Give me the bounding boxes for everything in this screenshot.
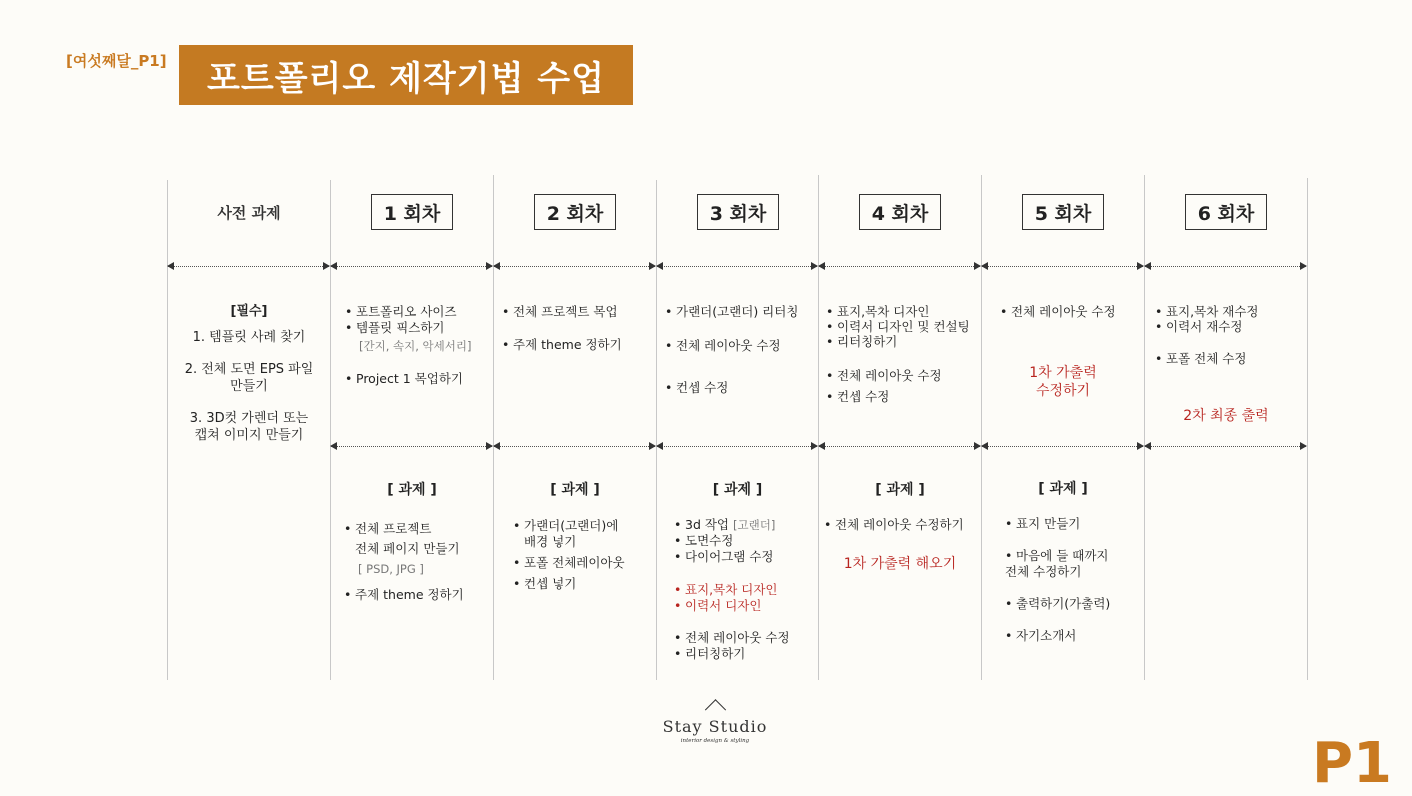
- session-3-class: [665, 304, 815, 396]
- session-4-label: 4 회차: [859, 194, 942, 230]
- session-5-class: [1000, 304, 1140, 320]
- column-divider: [656, 180, 657, 680]
- session-4-homework-highlight: 1차 가출력 해오기: [843, 556, 957, 572]
- arrow-divider: [982, 266, 1143, 267]
- logo-name: Stay Studio: [662, 717, 768, 736]
- item-note: [ PSD, JPG ]: [358, 562, 424, 576]
- page-title: 포트폴리오 제작기법 수업: [179, 45, 633, 105]
- session-3-homework: [674, 517, 816, 662]
- header-session-3: [657, 194, 819, 230]
- list-item-cont: 전체 수정하기: [1005, 564, 1082, 579]
- homework-label: [ 과제 ]: [550, 482, 600, 498]
- list-item: • 출력하기(가출력): [1005, 596, 1141, 612]
- list-item: • 다이어그램 수정: [674, 549, 816, 565]
- session-5-label: 5 회차: [1022, 194, 1105, 230]
- item-note: [고랜더]: [733, 518, 776, 532]
- pre-item: 2. 전체 도면 EPS 파일: [184, 362, 314, 377]
- homework-label: [ 과제 ]: [712, 482, 763, 498]
- list-item-cont: 배경 넣기: [524, 534, 577, 549]
- column-divider: [1307, 178, 1308, 680]
- session-5-homework: [1005, 516, 1141, 644]
- homework-label: [ 과제 ]: [387, 482, 437, 498]
- session-1-class: [345, 304, 490, 387]
- session-5-highlight: [982, 364, 1144, 400]
- list-item: • 가랜더(고랜더) 리터칭: [665, 304, 815, 320]
- arrow-divider: [331, 266, 492, 267]
- pre-assignment-content: [168, 303, 330, 444]
- list-item: • 포폴 전체 수정: [1155, 351, 1305, 366]
- session-6-label: 6 회차: [1185, 194, 1268, 230]
- header-session-5: [982, 194, 1144, 230]
- session-4-homework: [824, 517, 980, 533]
- header-session-1: [331, 194, 493, 230]
- list-item: • 자기소개서: [1005, 628, 1141, 644]
- list-item: • 컨셉 넣기: [513, 576, 653, 592]
- homework-label: [ 과제 ]: [1038, 481, 1088, 497]
- arrow-divider: [168, 266, 329, 267]
- homework-label: [ 과제 ]: [875, 482, 925, 498]
- session-2-homework: [513, 518, 653, 592]
- required-label: [필수]: [230, 304, 268, 319]
- pre-item: 캡쳐 이미지 만들기: [194, 428, 304, 443]
- column-divider: [1144, 175, 1145, 680]
- item-note: [간지, 속지, 악세서리]: [359, 339, 472, 353]
- arrow-divider: [1145, 446, 1306, 447]
- list-item: • 전체 프로젝트 목업: [502, 304, 652, 320]
- session-3-label: 3 회차: [697, 194, 780, 230]
- column-divider: [981, 175, 982, 680]
- session-6-highlight: 2차 최종 출력: [1183, 408, 1269, 424]
- list-item: • 전체 프로젝트: [344, 519, 490, 539]
- arrow-divider: [982, 446, 1143, 447]
- list-item: • 포트폴리오 사이즈: [345, 304, 490, 320]
- column-divider: [330, 180, 331, 680]
- list-item: • 표지 만들기: [1005, 516, 1141, 532]
- list-item: • 전체 레이아웃 수정: [665, 338, 815, 354]
- list-item: • 포폴 전체레이아웃: [513, 555, 653, 571]
- list-item: • 전체 레이아웃 수정: [826, 368, 978, 383]
- list-item: • 전체 레이아웃 수정: [1000, 304, 1140, 320]
- list-item-cont: 전체 페이지 만들기: [355, 541, 460, 556]
- pre-item: 3. 3D컷 가렌더 또는: [189, 411, 309, 426]
- list-item: • 리터칭하기: [826, 334, 978, 349]
- pre-assignment-label: 사전 과제: [217, 204, 281, 222]
- list-item: • 전체 레이아웃 수정하기: [824, 517, 980, 533]
- list-item: • 마음에 들 때까지: [1005, 548, 1141, 564]
- arrow-divider: [1145, 266, 1306, 267]
- arrow-divider: [494, 266, 655, 267]
- list-item: • 표지,목차 디자인: [826, 304, 978, 319]
- highlight-text: 1차 가출력: [1029, 365, 1097, 381]
- list-item: • 컨셉 수정: [826, 389, 978, 404]
- pre-item: 만들기: [230, 379, 268, 394]
- arrow-divider: [819, 266, 980, 267]
- arrow-divider: [657, 446, 817, 447]
- list-item: • 주제 theme 정하기: [502, 337, 652, 353]
- page-tag: [여섯째달_P1]: [66, 52, 167, 70]
- arrow-divider: [331, 446, 492, 447]
- list-item: • 도면수정: [674, 533, 816, 549]
- list-item: • 전체 레이아웃 수정: [674, 630, 816, 646]
- session-2-class: [502, 304, 652, 353]
- list-item: • 이력서 재수정: [1155, 319, 1305, 334]
- studio-logo: [640, 698, 790, 744]
- page-number: P1: [1312, 731, 1393, 796]
- list-item: • 템플릿 픽스하기: [345, 320, 490, 336]
- list-item: • 표지,목차 재수정: [1155, 304, 1305, 319]
- header-session-2: [494, 194, 656, 230]
- header-session-4: [819, 194, 981, 230]
- list-item-text: 3d 작업: [685, 517, 730, 532]
- highlight-text: 수정하기: [1035, 383, 1091, 399]
- list-item-highlight: • 표지,목차 디자인: [674, 582, 816, 598]
- session-6-class: [1155, 304, 1305, 366]
- arrow-divider: [819, 446, 980, 447]
- list-item: • 이력서 디자인 및 컨설팅: [826, 319, 978, 334]
- header-session-6: [1145, 194, 1307, 230]
- list-item: • Project 1 목업하기: [345, 371, 490, 387]
- column-divider: [818, 175, 819, 680]
- pre-item: 1. 템플릿 사례 찾기: [192, 330, 306, 345]
- session-1-label: 1 회차: [371, 194, 454, 230]
- header-pre: [168, 194, 330, 223]
- arrow-divider: [657, 266, 817, 267]
- arrow-divider: [494, 446, 655, 447]
- session-4-class: [826, 304, 978, 404]
- list-item: • 주제 theme 정하기: [344, 585, 490, 605]
- list-item: • 가랜더(고랜더)에: [513, 518, 653, 534]
- list-item: [674, 517, 816, 533]
- list-item: • 컨셉 수정: [665, 380, 815, 396]
- session-1-homework: [344, 519, 490, 605]
- session-2-label: 2 회차: [534, 194, 617, 230]
- logo-subtitle: interior design & styling: [680, 738, 750, 744]
- list-item: • 리터칭하기: [674, 646, 816, 662]
- list-item-highlight: • 이력서 디자인: [674, 598, 816, 614]
- column-divider: [493, 175, 494, 680]
